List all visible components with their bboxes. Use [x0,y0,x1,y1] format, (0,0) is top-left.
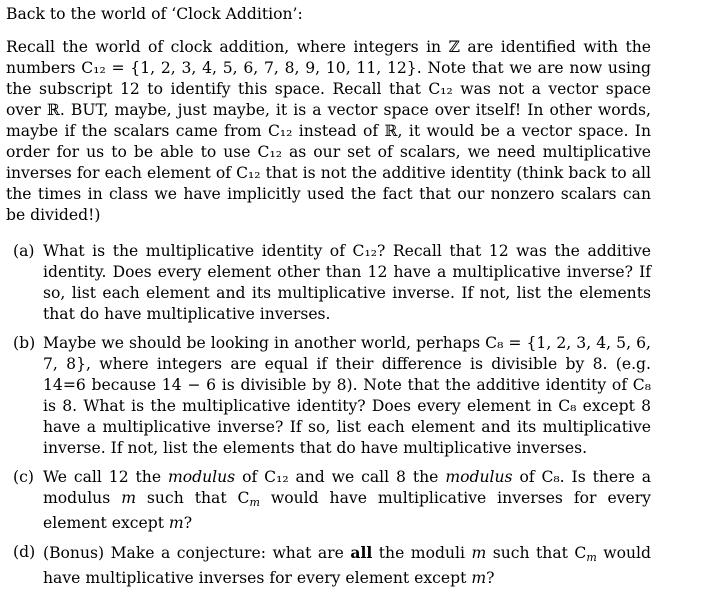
question-text-part: We call 12 the [43,468,168,486]
question-text-part: such that C [135,489,250,507]
intro-text: Recall the world of clock addition, where integers in ℤ are identified with the numbers C₁₂ = {1, 2, 3, 4, 5, 6, 7, 8, 9, 10, 11, 12}. Note that we are now using the subscript 12 to identify this space. Recall that C₁₂ was not a vector space over ℝ. BUT, maybe, just maybe, it is a vector space over itself! In other words, maybe if the scalars came from C₁₂ instead of ℝ, it would be a vector space. In order for us to be able to use C₁₂ as our set of scalars, we need multiplicative inverses for each element of C₁₂ that is not the additive identity (think back to all the times in class we have implicitly used the fact that our nonzero scalars can be divided!) [6,38,651,224]
question-d [6,542,651,589]
math-subscript: m [249,496,260,509]
math-variable: m [168,514,184,532]
math-subscript: m [586,551,597,564]
question-a [6,241,651,325]
math-variable: m [471,569,487,587]
question-list [6,241,651,589]
question-text-part: of C₈. Is there a modulus [43,468,651,507]
math-variable: m [471,544,487,562]
question-text-part: such that C [486,544,587,562]
question-text: What is the multiplicative identity of C₁₂? Recall that 12 was the additive identity. Does every element other than 12 have a multiplicative inverse? If so, list each element and its multiplicative inverse. If not, list the elements that do have multiplicative inverses. [43,242,651,323]
question-text-part: the moduli [372,544,472,562]
emphasis-term: modulus [445,468,513,486]
question-text: Maybe we should be looking in another world, perhaps C₈ = {1, 2, 3, 4, 5, 6, 7, 8}, where integers are equal if their difference is divisible by 8. (e.g. 14=6 because 14 − 6 is divisible by 8). Note that the additive identity of C₈ is 8. What is the multiplicative identity? Does every element in C₈ except 8 have a multiplicative inverse? If so, list each element and its multiplicative inverse. If not, list the elements that do have multiplicative inverses. [43,334,651,457]
question-label: (d) [13,543,36,561]
question-label: (a) [13,242,35,260]
question-text-part: of C₁₂ and we call 8 the [235,468,446,486]
question-label: (c) [13,468,34,486]
question-label: (b) [13,334,36,352]
question-text-part: would have multiplicative inverses for every element except [43,544,651,587]
question-b [6,333,651,459]
intro-paragraph [6,37,651,226]
question-text-part: ? [486,569,495,587]
bold-term: all [350,543,373,562]
section-heading: Back to the world of ‘Clock Addition’: [6,5,303,23]
document [6,4,651,597]
question-text-part: ? [183,514,193,532]
question-c [6,467,651,534]
question-text-part: would have multiplicative inverses for every element except [43,489,651,532]
emphasis-term: modulus [167,468,236,486]
question-text-part: (Bonus) Make a conjecture: what are [43,544,351,562]
math-variable: m [121,489,136,507]
